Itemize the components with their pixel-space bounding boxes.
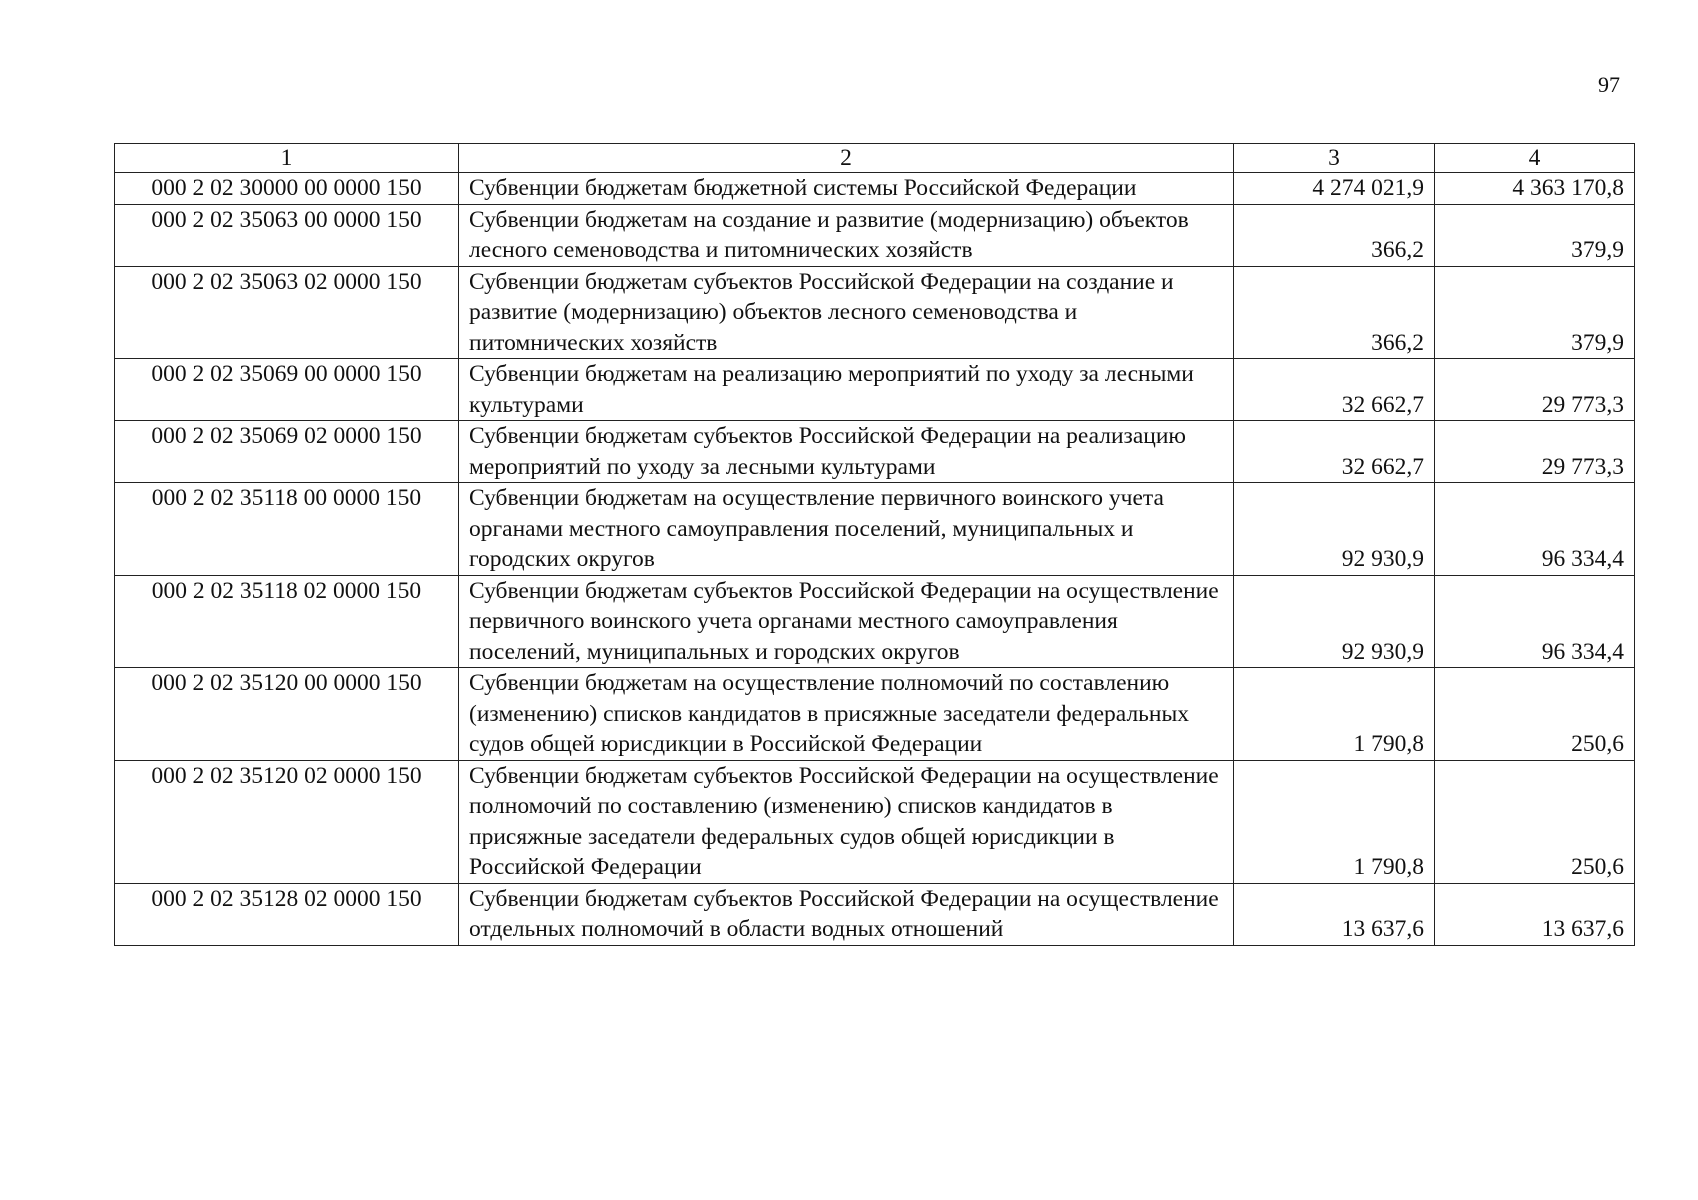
value-col-4: 29 773,3 xyxy=(1435,421,1635,483)
budget-code: 000 2 02 35118 00 0000 150 xyxy=(115,483,459,576)
budget-code: 000 2 02 35128 02 0000 150 xyxy=(115,883,459,945)
value-col-3: 13 637,6 xyxy=(1234,883,1435,945)
value-col-4: 250,6 xyxy=(1435,760,1635,883)
table-row xyxy=(115,883,1635,945)
budget-code: 000 2 02 35118 02 0000 150 xyxy=(115,575,459,668)
value-col-3: 32 662,7 xyxy=(1234,359,1435,421)
item-name: Субвенции бюджетам на реализацию мероприятий по уходу за лесными культурами xyxy=(459,359,1234,421)
table-row xyxy=(115,359,1635,421)
budget-code: 000 2 02 30000 00 0000 150 xyxy=(115,173,459,205)
item-name: Субвенции бюджетам субъектов Российской Федерации на осуществление полномочий по составлению (изменению) списков кандидатов в присяжные заседатели федеральных судов общей юрисдикции в Российской Федерации xyxy=(459,760,1234,883)
value-col-4: 4 363 170,8 xyxy=(1435,173,1635,205)
item-name: Субвенции бюджетам субъектов Российской Федерации на реализацию мероприятий по уходу за лесными культурами xyxy=(459,421,1234,483)
table-row xyxy=(115,668,1635,761)
value-col-3: 366,2 xyxy=(1234,204,1435,266)
table-row xyxy=(115,760,1635,883)
budget-table xyxy=(114,143,1635,946)
item-name: Субвенции бюджетам на осуществление первичного воинского учета органами местного самоуправления поселений, муниципальных и городских округов xyxy=(459,483,1234,576)
budget-code: 000 2 02 35120 02 0000 150 xyxy=(115,760,459,883)
table-row xyxy=(115,173,1635,205)
table-row xyxy=(115,266,1635,359)
table-row xyxy=(115,421,1635,483)
header-col-1: 1 xyxy=(115,144,459,173)
value-col-4: 250,6 xyxy=(1435,668,1635,761)
value-col-3: 1 790,8 xyxy=(1234,760,1435,883)
value-col-3: 4 274 021,9 xyxy=(1234,173,1435,205)
page-number: 97 xyxy=(1598,72,1620,97)
value-col-3: 92 930,9 xyxy=(1234,483,1435,576)
value-col-4: 96 334,4 xyxy=(1435,575,1635,668)
budget-code: 000 2 02 35063 00 0000 150 xyxy=(115,204,459,266)
table-row xyxy=(115,483,1635,576)
header-col-2: 2 xyxy=(459,144,1234,173)
value-col-4: 96 334,4 xyxy=(1435,483,1635,576)
value-col-4: 379,9 xyxy=(1435,266,1635,359)
item-name: Субвенции бюджетам бюджетной системы Российской Федерации xyxy=(459,173,1234,205)
value-col-3: 1 790,8 xyxy=(1234,668,1435,761)
item-name: Субвенции бюджетам на осуществление полномочий по составлению (изменению) списков кандидатов в присяжные заседатели федеральных судов общей юрисдикции в Российской Федерации xyxy=(459,668,1234,761)
value-col-3: 92 930,9 xyxy=(1234,575,1435,668)
budget-code: 000 2 02 35063 02 0000 150 xyxy=(115,266,459,359)
item-name: Субвенции бюджетам субъектов Российской Федерации на осуществление первичного воинского учета органами местного самоуправления поселений, муниципальных и городских округов xyxy=(459,575,1234,668)
table-row xyxy=(115,204,1635,266)
value-col-4: 29 773,3 xyxy=(1435,359,1635,421)
header-col-3: 3 xyxy=(1234,144,1435,173)
value-col-4: 13 637,6 xyxy=(1435,883,1635,945)
table-header-row xyxy=(115,144,1635,173)
budget-code: 000 2 02 35120 00 0000 150 xyxy=(115,668,459,761)
item-name: Субвенции бюджетам субъектов Российской Федерации на осуществление отдельных полномочий в области водных отношений xyxy=(459,883,1234,945)
budget-code: 000 2 02 35069 02 0000 150 xyxy=(115,421,459,483)
header-col-4: 4 xyxy=(1435,144,1635,173)
item-name: Субвенции бюджетам на создание и развитие (модернизацию) объектов лесного семеноводства и питомнических хозяйств xyxy=(459,204,1234,266)
item-name: Субвенции бюджетам субъектов Российской Федерации на создание и развитие (модернизацию) объектов лесного семеноводства и питомнических хозяйств xyxy=(459,266,1234,359)
value-col-4: 379,9 xyxy=(1435,204,1635,266)
table-row xyxy=(115,575,1635,668)
budget-code: 000 2 02 35069 00 0000 150 xyxy=(115,359,459,421)
value-col-3: 366,2 xyxy=(1234,266,1435,359)
value-col-3: 32 662,7 xyxy=(1234,421,1435,483)
